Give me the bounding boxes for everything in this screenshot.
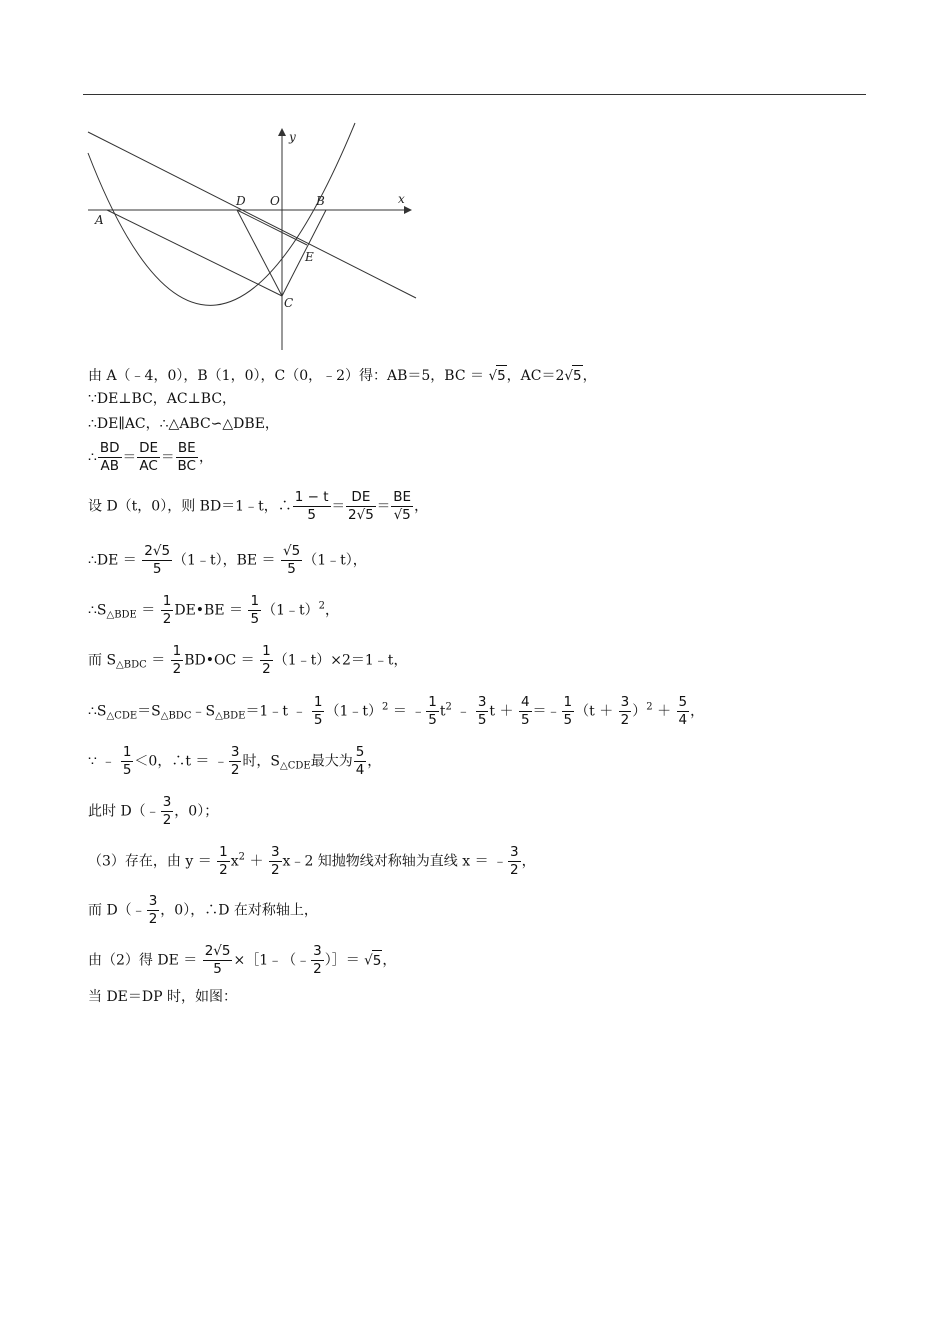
parabola-curve [88, 123, 355, 305]
header-rule [83, 94, 866, 95]
segment-bc [282, 210, 326, 296]
solution-line-8: 而 $S_{\triangle BDC}$ ＝ $\frac{1}{2}$ BD•OC ＝ $\frac{1}{2}$ （1﹣t）×2＝1﹣t， [88, 643, 408, 677]
label-d: D [236, 194, 246, 208]
solution-line-6: ∴DE ＝ $\frac{2√5}{5}$ （1﹣t），BE ＝ $\frac{√5}{5}$ （1﹣t）， [88, 543, 367, 577]
solution-line-4: ∴ $\frac{BD}{AB}$ ＝ $\frac{DE}{AC}$ ＝ $\frac{BE}{BC}$ ， [88, 440, 213, 474]
solution-line-5: 设 D（t，0），则 BD＝1﹣t，∴ $\frac{1 - t}{5}$ ＝ $\frac{DE}{2√5}$ ＝ $\frac{BE}{√5}$ ， [88, 489, 429, 523]
label-y: y [289, 130, 296, 144]
solution-line-9: $\therefore S_{\triangle CDE}=S_{\triangle BDC}﹣S_{\triangle BDE}=1﹣t$ ﹣ $\frac{1}{5}$ （1﹣t）$^2$ ＝ ﹣ $\frac{1}{5}$ $t^2$ ﹣ $\frac{3}{5}$ t ＋ $\frac{4}{5}$ ＝﹣ $\frac{1}{5}$ （t ＋ $\frac{3}{2}$ ）$^2$ ＋ $\frac{5}{4}$ ， [88, 694, 705, 728]
solution-line-15: 当 DE＝DP 时，如图： [88, 989, 237, 1005]
label-o: O [270, 194, 280, 208]
label-b: B [316, 194, 325, 208]
x-axis-arrow [404, 206, 412, 214]
solution-line-2: ∵DE⊥BC，AC⊥BC， [88, 391, 237, 407]
parabola-figure [86, 118, 421, 354]
solution-line-13: 而 D（﹣ $\frac{3}{2}$ ，0），∴D 在对称轴上， [88, 893, 318, 927]
solution-line-10: ∵ ﹣ $\frac{1}{5}$ ＜0，∴t ＝ ﹣ $\frac{3}{2}$ 时，$S_{\triangle CDE}$最大为 $\frac{5}{4}$ ， [88, 744, 382, 778]
solution-line-3: ∴DE∥AC，∴△ABC∽△DBE， [88, 416, 279, 432]
solution-line-11: 此时 D（﹣ $\frac{3}{2}$ ，0）； [88, 794, 219, 828]
segment-ac [107, 210, 282, 296]
y-axis-arrow [278, 128, 286, 136]
solution-line-14: 由（2）得 DE ＝ $\frac{2√5}{5}$ ×［1﹣（﹣ $\frac{3}{2}$ ）］＝ √5， [88, 943, 397, 977]
solution-line-1: 由 A（﹣4，0），B（1，0），C（0，﹣2）得：AB＝5，BC ＝ √5，AC＝2√5， [88, 365, 597, 386]
label-x: x [398, 192, 405, 206]
label-e: E [305, 250, 314, 264]
segment-de [237, 210, 307, 245]
label-a: A [95, 213, 104, 227]
solution-line-7: $\therefore S_{\triangle BDE}$ ＝ $\frac{1}{2}$ DE•BE ＝ $\frac{1}{5}$ （1﹣t）$^2$， [88, 593, 339, 627]
line-through-e [88, 132, 416, 298]
solution-line-12: （3）存在，由 y ＝ $\frac{1}{2}$ $x^2$ ＋ $\frac{3}{2}$ x﹣2 知抛物线对称轴为直线 x ＝ ﹣ $\frac{3}{2}$ ， [88, 844, 536, 878]
label-c: C [284, 296, 294, 310]
